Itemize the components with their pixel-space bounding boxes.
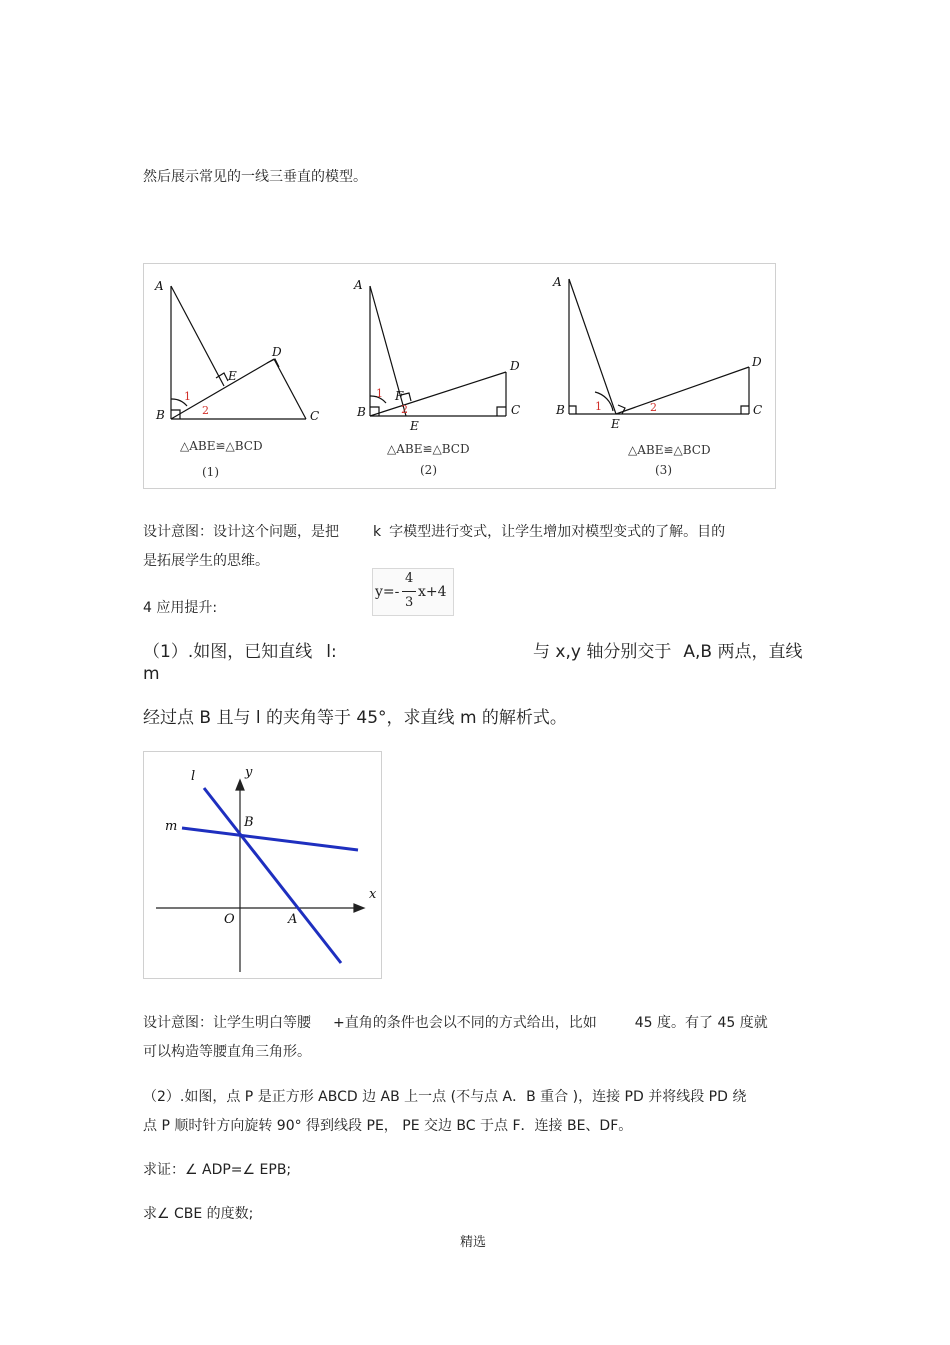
label-x-axis: x xyxy=(369,887,377,902)
label-line-m: m xyxy=(165,819,178,834)
question-2-line1: （2）.如图，点 P 是正方形 ABCD 边 AB 上一点 (不与点 A．B 重合 )，连接 PD 并将线段 PD 绕 xyxy=(143,1089,747,1105)
coordinate-figure xyxy=(143,751,382,979)
prove-item-1: 求证：∠ ADP=∠ EPB; xyxy=(143,1162,292,1178)
label-e-3: E xyxy=(611,417,620,431)
label-e-1: E xyxy=(228,369,237,383)
label-a-2: A xyxy=(354,278,363,292)
angle-1-label-3: 1 xyxy=(595,400,602,413)
figure-number-3: (3) xyxy=(655,463,672,477)
figure-number-2: (2) xyxy=(420,463,437,477)
label-c-3: C xyxy=(753,403,763,417)
label-a-1: A xyxy=(155,279,164,293)
section-heading: 4 应用提升: xyxy=(143,600,218,616)
k-model-figure xyxy=(143,263,776,489)
label-b-1: B xyxy=(156,408,165,422)
angle-2-label-3: 2 xyxy=(650,401,657,414)
figure-number-1: (1) xyxy=(202,465,219,479)
angle-2-label-2: 2 xyxy=(401,403,408,416)
question-1-line2: m xyxy=(143,664,160,684)
label-e-2: E xyxy=(410,419,419,433)
caption-1: △ABE≌△BCD xyxy=(180,439,263,453)
label-point-b: B xyxy=(244,815,254,830)
label-a-3: A xyxy=(553,275,562,289)
label-origin: O xyxy=(224,912,235,927)
label-b-3: B xyxy=(556,403,565,417)
prove-item-2: 求∠ CBE 的度数; xyxy=(143,1206,254,1222)
coordinate-diagram xyxy=(144,752,381,978)
label-b-2: B xyxy=(357,405,366,419)
fraction-bar xyxy=(402,591,416,592)
label-d-3: D xyxy=(752,355,762,369)
design-intent-2-line1: 设计意图：让学生明白等腰 +直角的条件也会以不同的方式给出，比如 45 度。有了 45 度就 xyxy=(143,1015,768,1031)
intro-text: 然后展示常见的一线三垂直的模型。 xyxy=(143,169,367,185)
label-d-2: D xyxy=(510,359,520,373)
angle-2-label-1: 2 xyxy=(202,404,209,417)
design-intent-1-line2: 是拓展学生的思维。 xyxy=(143,553,269,569)
caption-2: △ABE≌△BCD xyxy=(387,442,470,456)
line-l-equation: y=- 4 3 x+4 xyxy=(372,568,454,616)
k-model-diagram xyxy=(144,264,775,488)
question-1-line1-a: （1）.如图，已知直线 l: xyxy=(143,642,337,662)
question-2-line2: 点 P 顺时针方向旋转 90° 得到线段 PE， PE 交边 BC 于点 F．连接 BE、DF。 xyxy=(143,1118,633,1134)
label-f-2: F xyxy=(395,389,404,403)
design-intent-1-line1: 设计意图：设计这个问题，是把 k 字模型进行变式，让学生增加对模型变式的了解。目的 xyxy=(143,524,726,540)
question-1-line1-b: 与 x,y 轴分别交于 A,B 两点，直线 xyxy=(533,642,803,662)
label-c-1: C xyxy=(310,409,320,423)
angle-1-label-1: 1 xyxy=(184,390,191,403)
page-footer: 精选 xyxy=(460,1235,487,1250)
label-point-a: A xyxy=(288,912,298,927)
label-line-l: l xyxy=(191,769,196,784)
caption-3: △ABE≌△BCD xyxy=(628,443,711,457)
label-c-2: C xyxy=(511,403,521,417)
label-d-1: D xyxy=(272,345,282,359)
design-intent-2-line2: 可以构造等腰直角三角形。 xyxy=(143,1044,311,1060)
label-y-axis: y xyxy=(245,765,253,780)
question-1-line3: 经过点 B 且与 l 的夹角等于 45°，求直线 m 的解析式。 xyxy=(143,708,567,728)
angle-1-label-2: 1 xyxy=(376,387,383,400)
